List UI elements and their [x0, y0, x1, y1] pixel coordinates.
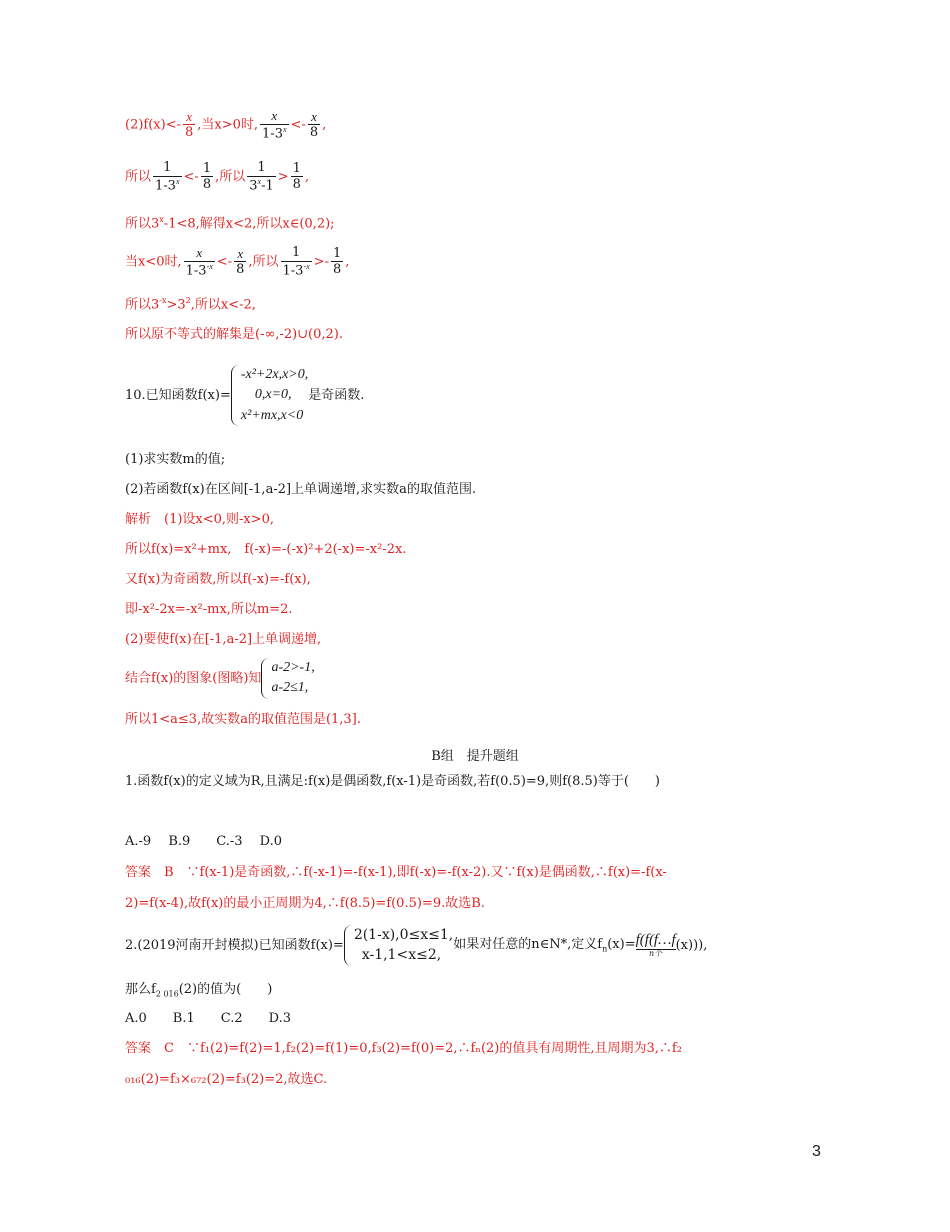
solution-10-line-4: 即-x²-2x=-x²-mx,所以m=2. — [125, 602, 293, 617]
solution-10-line-3: 又f(x)为奇函数,所以f(-x)=-f(x), — [125, 572, 311, 587]
question-b2-line-2: 那么$f_{2 016}(2)$的值为( ) — [125, 982, 273, 999]
solution-line-2: 所以 $\frac{1}{1-3^x}$ <- $\frac{1}{8}$ ,所以 $\frac{1}{3^x-1}$ > $\frac{1}{8}$ , — [125, 160, 310, 193]
page-number: 3 — [812, 1143, 821, 1160]
piecewise-brace-b2: 2(1-x),0≤x≤1, x-1,1<x≤2, — [344, 925, 453, 966]
answer-b1-line-2: 2)=f(x-4),故f(x)的最小正周期为4,∴f(8.5)=f(0.5)=9.故选B. — [125, 896, 485, 911]
question-10: 10.已知函数f(x)= -x²+2x,x>0, 0,x=0, x²+mx,x<0 是奇函数. — [125, 365, 364, 426]
solution-line-4: 当x<0时, $\frac{x}{1-3^{-x}}$ <- $\frac{x}{8}$ ,所以 $\frac{1}{1-3^{-x}}$ >- $\frac{1}{8}$ , — [125, 245, 350, 278]
question-b1-options: A.-9 B.9 C.-3 D.0 — [125, 834, 283, 849]
solution-10-line-1: 解析 (1)设x<0,则-x>0, — [125, 512, 275, 527]
answer-b2-line-2: ₀₁₆(2)=f₃×₆₇₂(2)=f₃(2)=2,故选C. — [125, 1072, 328, 1087]
answer-b1-line-1: 答案 B ∵f(x-1)是奇函数,∴f(-x-1)=-f(x-1),即f(-x)=-f(x-2).又∵f(x)是偶函数,∴f(x)=-f(x- — [125, 865, 667, 880]
question-b2-options: A.0 B.1 C.2 D.3 — [125, 1011, 291, 1026]
solution-line-5: 所以$3^{-x}>3^2$,所以x<-2, — [125, 296, 256, 313]
solution-10-line-5: (2)要使f(x)在[-1,a-2]上单调递增, — [125, 632, 322, 647]
nested-function-underbrace: f(f(f…f n个 — [635, 932, 676, 958]
solution-10-line-2: 所以f(x)=x²+mx, f(-x)=-(-x)²+2(-x)=-x²-2x. — [125, 542, 407, 557]
piecewise-brace: -x²+2x,x>0, 0,x=0, x²+mx,x<0 — [231, 365, 308, 426]
solution-10-line-7: 所以1<a≤3,故实数a的取值范围是(1,3]. — [125, 712, 361, 727]
question-10-part-1: (1)求实数m的值; — [125, 452, 226, 467]
question-b1: 1.函数f(x)的定义域为R,且满足:f(x)是偶函数,f(x-1)是奇函数,若f(0.5)=9,则f(8.5)等于( ) — [125, 774, 660, 789]
question-10-part-2: (2)若函数f(x)在区间[-1,a-2]上单调递增,求实数a的取值范围. — [125, 482, 477, 497]
solution-10-line-6: 结合f(x)的图象(图略)知 a-2>-1, a-2≤1, — [125, 658, 315, 699]
answer-b2-line-1: 答案 C ∵f₁(2)=f(2)=1,f₂(2)=f(1)=0,f₃(2)=f(0)=2,∴fₙ(2)的值具有周期性,且周期为3,∴f₂ — [125, 1041, 682, 1056]
question-b2: 2.(2019河南开封模拟)已知函数f(x)= 2(1-x),0≤x≤1, x-1,1<x≤2, 如果对任意的n∈N*,定义$f_n(x)=$ f(f(f…f n个 (x))), — [125, 925, 707, 966]
group-heading: B组 提升题组 — [431, 749, 519, 764]
solution-line-1: (2)f(x)<- $\frac{x}{8}$ ,当x>0时, $\frac{x}{1-3^x}$ <- $\frac{x}{8}$ , — [125, 108, 327, 141]
solution-line-3: 所以$3^x-1<8$,解得x<2,所以x∈(0,2); — [125, 215, 335, 232]
inequality-brace: a-2>-1, a-2≤1, — [261, 658, 314, 699]
solution-line-6: 所以原不等式的解集是(-∞,-2)∪(0,2). — [125, 327, 344, 342]
